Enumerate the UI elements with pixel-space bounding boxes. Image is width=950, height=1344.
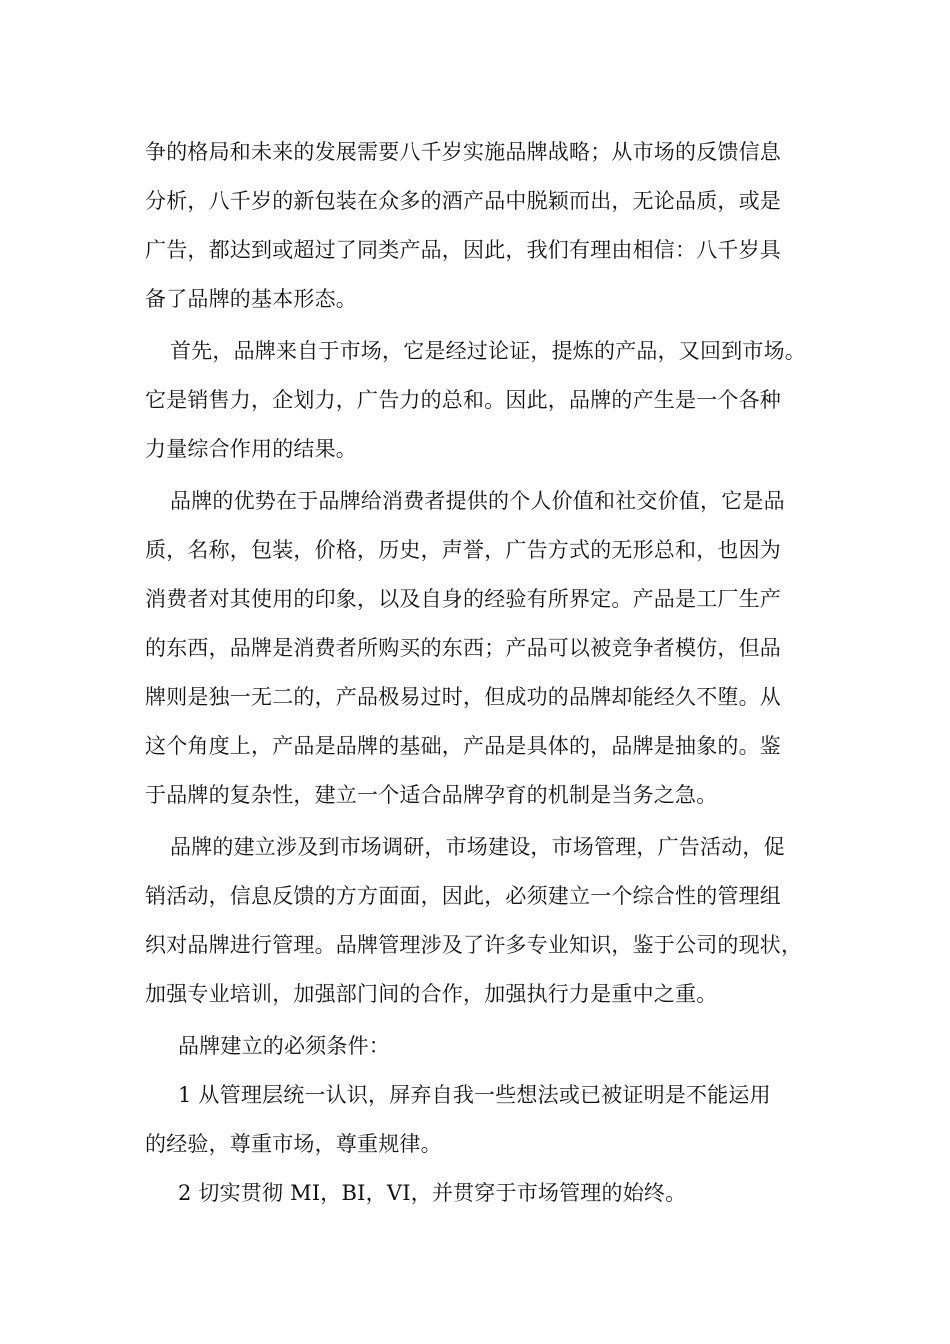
- paragraph-4-line-4: 加强专业培训，加强部门间的合作，加强执行力是重中之重。: [145, 982, 718, 1006]
- paragraph-5-line-1: 品牌建立的必须条件：: [178, 1034, 390, 1058]
- paragraph-4-line-3: 织对品牌进行管理。品牌管理涉及了许多专业知识，鉴于公司的现状，: [145, 933, 803, 957]
- paragraph-3-line-6: 这个角度上，产品是品牌的基础，产品是具体的，品牌是抽象的。鉴: [145, 734, 781, 758]
- paragraph-6-line-1: 1 从管理层统一认识，屏弃自我一些想法或已被证明是不能运用: [178, 1083, 771, 1107]
- paragraph-4-line-1: 品牌的建立涉及到市场调研，市场建设，市场管理，广告活动，促: [170, 835, 785, 859]
- paragraph-2-line-1: 首先，品牌来自于市场，它是经过论证，提炼的产品，又回到市场。: [170, 339, 806, 363]
- paragraph-2-line-3: 力量综合作用的结果。: [145, 437, 357, 461]
- paragraph-6-line-2: 的经验，尊重市场，尊重规律。: [145, 1132, 442, 1156]
- paragraph-3-line-2: 质，名称，包装，价格，历史，声誉，广告方式的无形总和，也因为: [145, 538, 781, 562]
- paragraph-1-line-4: 备了品牌的基本形态。: [145, 287, 357, 311]
- paragraph-3-line-1: 品牌的优势在于品牌给消费者提供的个人价值和社交价值，它是品: [170, 489, 785, 513]
- paragraph-4-line-2: 销活动，信息反馈的方方面面，因此，必须建立一个综合性的管理组: [145, 884, 781, 908]
- paragraph-7-line-1: 2 切实贯彻 MI，BI，VI，并贯穿于市场管理的始终。: [178, 1181, 687, 1205]
- paragraph-1-line-2: 分析，八千岁的新包装在众多的酒产品中脱颖而出，无论品质，或是: [145, 189, 781, 213]
- paragraph-3-line-4: 的东西，品牌是消费者所购买的东西；产品可以被竞争者模仿，但品: [145, 636, 781, 660]
- paragraph-3-line-5: 牌则是独一无二的，产品极易过时，但成功的品牌却能经久不堕。从: [145, 685, 781, 709]
- paragraph-3-line-7: 于品牌的复杂性，建立一个适合品牌孕育的机制是当务之急。: [145, 783, 718, 807]
- paragraph-2-line-2: 它是销售力，企划力，广告力的总和。因此，品牌的产生是一个各种: [145, 388, 781, 412]
- paragraph-1-line-3: 广告，都达到或超过了同类产品，因此，我们有理由相信：八千岁具: [145, 238, 781, 262]
- paragraph-1-line-1: 争的格局和未来的发展需要八千岁实施品牌战略；从市场的反馈信息: [145, 140, 781, 164]
- paragraph-3-line-3: 消费者对其使用的印象，以及自身的经验有所界定。产品是工厂生产: [145, 587, 781, 611]
